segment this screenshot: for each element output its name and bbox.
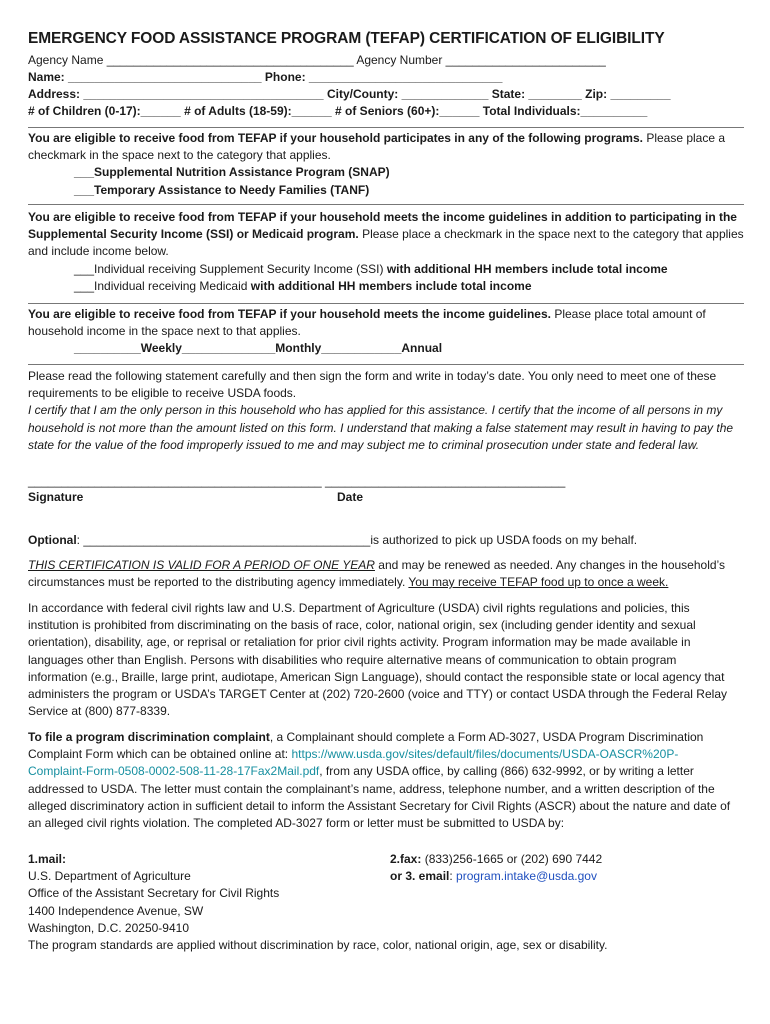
checkbox-medicaid-label: ___Individual receiving Medicaid [74, 278, 251, 293]
validity-period: THIS CERTIFICATION IS VALID FOR A PERIOD OF ONE YEAR [28, 558, 375, 572]
fax-email [390, 851, 744, 885]
checkbox-snap[interactable]: ___Supplemental Nutrition Assistance Program (SNAP) [74, 165, 390, 180]
checkbox-medicaid-note: with additional HH members include total income [250, 278, 532, 293]
header-row-name [28, 70, 502, 85]
zip-field[interactable]: Zip: _________ [585, 87, 671, 101]
frequency-note: You may receive TEFAP food up to once a week. [408, 575, 669, 590]
section-ssi-heading: You are eligible to receive food from TEFAP if your household meets the income guidelines in addition to participating in the Supplemental Security Income (SSI) or Medicaid program. [28, 210, 737, 242]
mail-line: Office of the Assistant Secretary for Civil Rights [28, 886, 280, 901]
section-programs [28, 130, 744, 199]
nondiscrimination-statement: In accordance with federal civil rights law and U.S. Department of Agriculture (USDA) civil rights regulations and policies, this institution is prohibited from discriminating on the basis of race, color, national origin, sex (including gender identity and sexual orientation), disability, age, or reprisal or retaliation for prior civil rights activity. Program information may be made available in languages other than English. Persons with disabilities who require alternative means of communication to obtain program information (e.g., Braille, large print, audiotape, American Sign Language), should contact the responsible state or local agency that administers the program or USDA’s TARGET Center at (202) 720-2600 (voice and TTY) or contact USDA through the Federal Relay Service at (800) 877-8339. [28, 601, 727, 719]
complaint-instructions [28, 729, 740, 832]
optional-proxy-line[interactable] [28, 533, 637, 548]
section-income-heading: You are eligible to receive food from TEFAP if your household meets the income guidelines. [28, 307, 551, 321]
email-colon: : [449, 869, 457, 884]
phone-field[interactable]: Phone: _____________________________ [264, 70, 503, 84]
fax-label: 2.fax: [390, 852, 422, 866]
income-fields[interactable]: __________Weekly______________Monthly____________Annual [74, 341, 443, 356]
mail-address [28, 851, 368, 937]
section-programs-heading: You are eligible to receive food from TEFAP if your household participates in any of the following programs. [28, 131, 643, 145]
statement-section [28, 368, 744, 454]
checkbox-medicaid[interactable] [28, 278, 744, 295]
section-income [28, 306, 744, 358]
seniors-field[interactable]: # of Seniors (60+):______ [335, 104, 480, 118]
divider [28, 364, 744, 365]
email-link[interactable]: program.intake@usda.gov [456, 869, 597, 884]
mail-label: 1.mail: [28, 852, 67, 866]
checkbox-ssi-label: ___Individual receiving Supplement Security Income (SSI) [74, 261, 387, 276]
complaint-form-link[interactable]: https://www.usda.gov/sites/default/files/documents/USDA-OASCR%20P- [291, 747, 679, 762]
checkbox-ssi-note: with additional HH members include total income [386, 261, 668, 276]
complaint-heading: To file a program discrimination complaint [28, 730, 270, 744]
section-ssi-medicaid [28, 209, 744, 295]
divider [28, 204, 744, 205]
complaint-text-1: , a Complainant should complete a Form AD-3027, USDA Program Discrimination Complaint Form which can be obtained online at: [28, 730, 704, 762]
city-field[interactable]: City/County: _____________ [326, 87, 489, 101]
fax-value: (833)256-1665 or (202) 690 7442 [421, 852, 603, 866]
adults-field[interactable]: # of Adults (18-59):______ [184, 104, 332, 118]
email-line [390, 868, 744, 885]
checkbox-tanf[interactable]: ___Temporary Assistance to Needy Families (TANF) [74, 182, 370, 197]
state-field[interactable]: State: ________ [491, 87, 582, 101]
divider [28, 303, 744, 304]
children-field[interactable]: # of Children (0-17):______ [28, 104, 181, 118]
validity-text: and may be renewed as needed. Any changes in the household’s circumstances must be reported to the distributing agency immediately. [28, 558, 725, 590]
section-programs-instructions: Please place a checkmark in the space next to the category that applies. [28, 131, 726, 163]
complaint-form-link-cont[interactable]: Complaint-Form-0508-0002-508-11-28-17Fax2Mail.pdf [28, 764, 320, 779]
header-row-address [28, 87, 671, 102]
statement-intro: Please read the following statement carefully and then sign the form and write in today’s date. You only need to meet one of these requirements to be eligible to receive USDA foods. [28, 369, 717, 401]
header-row-household [28, 104, 647, 119]
signature-lines[interactable]: ____________________________________________ ____________________________________ [28, 474, 566, 488]
complaint-text-2: , from any USDA office, by calling (866) 632-9992, or by writing a letter addressed to USDA. The letter must contain the complainant’s name, address, telephone number, and a written description of the alleged discriminatory action in sufficient detail to inform the Assistant Secretary for Civil Rights (ASCR) about the nature and date of an alleged civil rights violation. The completed AD-3027 form or letter must be submitted to USDA by: [28, 764, 731, 831]
mail-line: Washington, D.C. 20250-9410 [28, 920, 189, 935]
checkbox-ssi[interactable] [28, 261, 744, 278]
agency-number-field[interactable]: Agency Number ________________________ [356, 53, 606, 67]
email-label: or 3. email [390, 869, 450, 884]
divider [28, 127, 744, 128]
date-label: Date [337, 490, 364, 504]
agency-name-field[interactable]: Agency Name _____________________________________ [28, 53, 354, 67]
footer-statement: The program standards are applied without discrimination by race, color, national origin, age, sex or disability. [28, 938, 608, 952]
mail-line: 1400 Independence Avenue, SW [28, 903, 204, 918]
total-field[interactable]: Total Individuals:__________ [482, 104, 648, 118]
address-field[interactable]: Address: ____________________________________ [28, 87, 324, 101]
page-title: EMERGENCY FOOD ASSISTANCE PROGRAM (TEFAP) CERTIFICATION OF ELIGIBILITY [28, 30, 665, 47]
name-field[interactable]: Name: _____________________________ [28, 70, 262, 84]
optional-label: Optional [28, 533, 77, 547]
header-row-agency [28, 53, 606, 68]
optional-text: : ___________________________________________is authorized to pick up USDA foods on my behalf. [76, 533, 638, 547]
section-ssi-instructions: Please place a checkmark in the space next to the category that applies and include income below. [28, 227, 744, 259]
validity-notice [28, 557, 744, 591]
signature-label: Signature [28, 490, 84, 504]
certification-statement: I certify that I am the only person in this household who has applied for this assistance. I certify that the income of all persons in my household is not more than the amount listed on this form. I understand that making a false statement may result in having to pay the state for the value of the food improperly issued to me and may subject me to criminal prosecution under state and federal law. [28, 403, 734, 452]
section-income-instructions: Please place total amount of household income in the space next to that applies. [28, 307, 706, 339]
fax-line [390, 851, 744, 868]
mail-line: U.S. Department of Agriculture [28, 869, 191, 884]
